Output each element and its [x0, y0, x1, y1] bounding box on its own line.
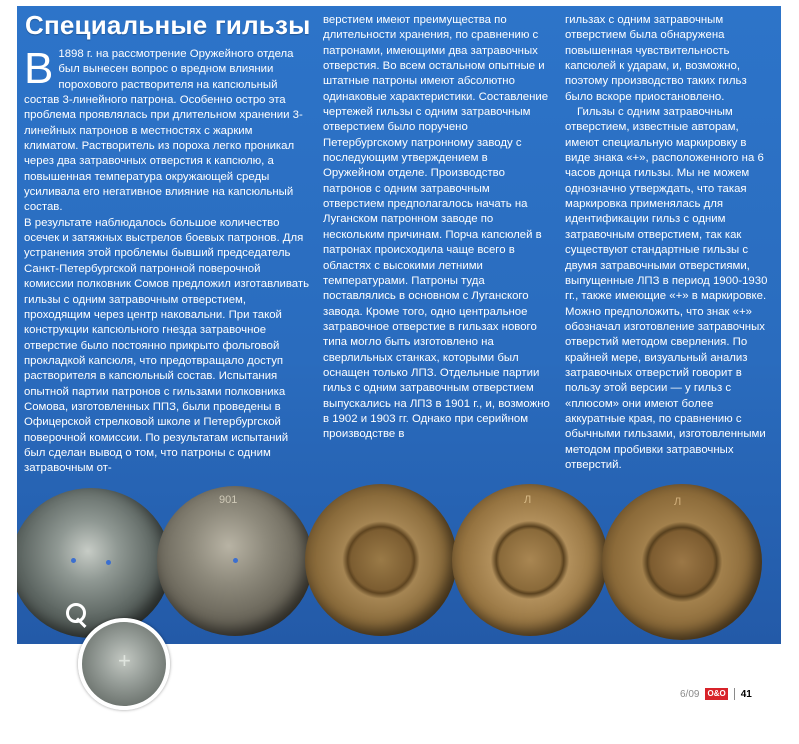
issue-number: 6/09 [680, 688, 700, 700]
paragraph-5: Гильзы с одним затравочным отверстием, известные авторам, имеют специальную маркировку в виде знака «+», расположенного на 6 часов донца гильзы. Мы не можем однозначно утверждать, что такая маркировка применялась для идентификации гильз с одним затравочным отверстием, так как существуют стандартные гильзы с двумя затравочными отверстиями, выпущенные ЛПЗ в период 1900-1930 гг., также имеющие «+» в маркировке. Можно предположить, что знак «+» обозначал изготовление затравочных отверстий методом сверления. По крайней мере, визуальный анализ затравочных отверстий говорит в пользу этой версии — у гильз с «плюсом» они имеют более аккуратные края, по сравнению с обычными гильзами, изготовленными методом пробивки затравочных отверстий. [565, 106, 768, 471]
text-column-3 [565, 13, 773, 473]
footer-divider [734, 688, 735, 700]
case-head-photo-3 [305, 484, 457, 636]
flash-hole-icon [71, 558, 76, 563]
text-column-2 [323, 13, 552, 443]
case-head-photo-5 [602, 484, 762, 640]
flash-hole-icon [233, 558, 238, 563]
text-column-1 [24, 44, 310, 477]
paragraph-1 [24, 44, 310, 216]
drop-cap: В [24, 44, 54, 93]
paragraph-1-text: 1898 г. на рассмотрение Оружейного отдела был вынесен вопрос о вредном влиянии порохового растворителя на капсюльный состав 3-линейного патрона. Особенно остро эта проблема проявлялась при длительном хранении 3-линейных патронов в местностях с жарким климатом. Растворитель из пороха легко проникал через два затравочных отверстия к капсюлю, а повышенная температура окружающей среды усиливала его негативное влияние на капсюльный состав. [24, 48, 303, 214]
paragraph-3: верстием имеют преимущества по длительности хранения, по сравнению с патронами, имеющими два затравочных отверстия. Во всем остальном опытные и штатные патроны имеют абсолютно одинаковые характеристики. Составление чертежей гильзы с одним затравочным отверстием было поручено Петербургскому патронному заводу с последующим утверждением в Оружейном отделе. Производство патронов с одним затравочным отверстием предполагалось начать на Луганском патронном заводе по нескольким причинам. Порча капсюлей в патронах происходила чаще всего в областях с высокими летними температурами. Патроны туда поставлялись в основном с Луганского завода. Кроме того, одно центральное затравочное отверстие в гильзах нового типа могло быть изготовлено на сверлильных станках, которыми был оснащен только ЛПЗ. Отдельные партии гильз с одним затравочным отверстием выпускались на ЛПЗ в 1901 г., и, возможно в 1902 и 1903 гг. Однако при серийном производстве в [323, 14, 550, 441]
plus-mark-icon: + [118, 648, 131, 673]
headstamp-text: 901 [219, 494, 238, 506]
headstamp-text: Л [524, 494, 532, 506]
case-head-photo-2 [157, 486, 313, 636]
page-number: 41 [740, 688, 752, 700]
magazine-logo: О&О [707, 689, 726, 698]
case-head-photo-4 [452, 484, 608, 636]
headstamp-text: Л [674, 496, 682, 508]
page-footer [680, 687, 752, 701]
magnified-detail-photo [78, 618, 170, 710]
paragraph-4: гильзах с одним затравочным отверстием была обнаружена повышенная чувствительность капсюлей к ударам, и, возможно, поэтому производство таких гильз было вскоре приостановлено. [565, 14, 747, 103]
flash-hole-icon [106, 560, 111, 565]
case-head-photo-1 [17, 488, 171, 638]
article-panel [17, 6, 781, 644]
paragraph-2: В результате наблюдалось большое количество осечек и затяжных выстрелов боевых патронов. Для устранения этой проблемы бывший председатель Санкт-Петербургской патронной поверочной комиссии полковник Сомов предложил изготавливать гильзы с одним затравочным отверстием, проходящим через центр наковальни. При такой конструкции капсюльного гнезда затравочное отверстие было постоянно прикрыто фольговой прокладкой капсюля, что предотвращало доступ растворителя в капсюльный состав. Испытания опытной партии патронов с гильзами полковника Сомова, изготовленных ППЗ, были проведены в Офицерской стрелковой школе и Петербургской поверочной комиссии. По результатам испытаний был сделан вывод о том, что патроны с одним затравочным от- [24, 216, 310, 475]
article-title: Специальные гильзы [25, 10, 311, 40]
